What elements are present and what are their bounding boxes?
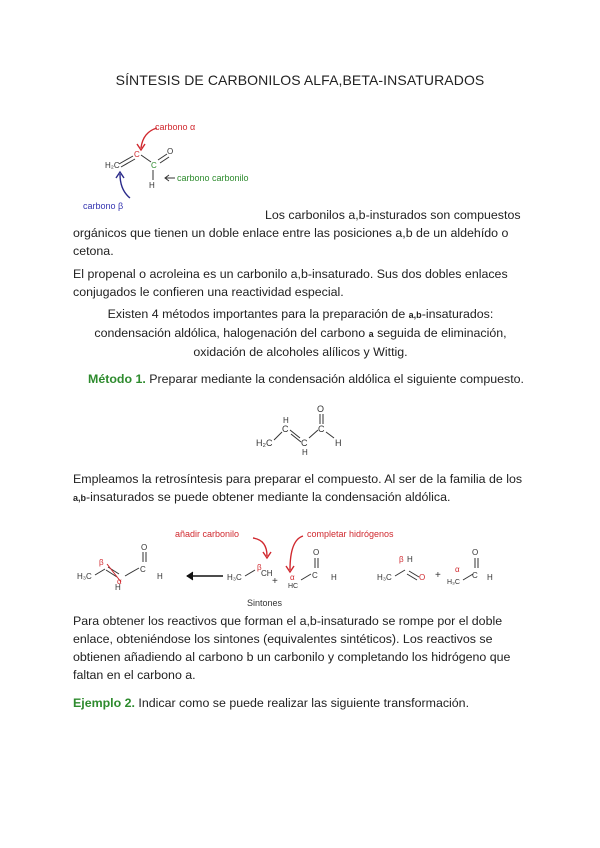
svg-text:+: + bbox=[272, 576, 278, 587]
svg-text:C: C bbox=[318, 424, 325, 434]
atom-h: H bbox=[149, 181, 155, 190]
svg-text:β: β bbox=[399, 555, 404, 564]
atom-h3c: H₂C bbox=[105, 161, 120, 170]
retrosynthesis-paragraph: Empleamos la retrosíntesis para preparar el compuesto. Al ser de la familia de los a,b-insaturados se puede obtener mediante la condensación aldólica. bbox=[73, 472, 523, 504]
methods-paragraph: Existen 4 métodos importantes para la preparación de a,b-insaturados: condensación aldólica, halogenación del carbono a seguida de eliminación, oxidación de alcoholes alílicos y Wittig. bbox=[94, 307, 507, 359]
acrolein-structure-figure bbox=[75, 110, 275, 220]
metodo-1-line: Método 1. Preparar mediante la condensación aldólica el siguiente compuesto. bbox=[88, 372, 524, 386]
intro-paragraph-rest: orgánicos que tienen un doble enlace entre las posiciones a,b de un aldehído o cetona. bbox=[73, 226, 509, 258]
svg-text:H₃C: H₃C bbox=[77, 572, 92, 581]
sintones-label: Sintones bbox=[247, 598, 283, 608]
svg-text:C: C bbox=[312, 571, 318, 580]
svg-text:+: + bbox=[435, 570, 441, 581]
svg-text:H: H bbox=[157, 572, 163, 581]
retrosynthesis-scheme bbox=[75, 522, 535, 612]
svg-text:O: O bbox=[141, 543, 148, 552]
svg-text:C: C bbox=[140, 565, 146, 574]
svg-text:H₃C: H₃C bbox=[447, 579, 460, 586]
propenal-paragraph: El propenal o acroleina es un carbonilo a,b-insaturado. Sus dos dobles enlaces conjugados le confieren una reactividad especial. bbox=[73, 267, 508, 299]
svg-text:β: β bbox=[257, 563, 262, 572]
svg-text:C: C bbox=[472, 571, 478, 580]
svg-text:H: H bbox=[115, 583, 121, 592]
carbono-alpha-label: carbono α bbox=[155, 122, 196, 132]
svg-text:H: H bbox=[302, 448, 308, 457]
svg-text:C: C bbox=[301, 438, 308, 448]
svg-text:H₂C: H₂C bbox=[256, 438, 273, 448]
carbono-beta-label: carbono β bbox=[83, 201, 124, 211]
carbono-carbonilo-label: carbono carbonilo bbox=[177, 173, 249, 183]
atom-o: O bbox=[167, 147, 174, 156]
svg-text:H: H bbox=[335, 438, 342, 448]
svg-text:O: O bbox=[472, 548, 479, 557]
beta-arrow bbox=[120, 174, 130, 198]
svg-text:O: O bbox=[317, 404, 325, 414]
add-carbonyl-label: añadir carbonilo bbox=[175, 529, 240, 539]
target-compound-structure bbox=[250, 402, 360, 457]
svg-text:H: H bbox=[331, 573, 337, 582]
svg-text:C: C bbox=[282, 424, 289, 434]
svg-text:O: O bbox=[313, 548, 320, 557]
complete-hydrogens-label: completar hidrógenos bbox=[307, 529, 394, 539]
page-title: SÍNTESIS DE CARBONILOS ALFA,BETA-INSATURADOS bbox=[115, 72, 485, 88]
svg-text:H₃C: H₃C bbox=[227, 573, 242, 582]
metodo-1-label: Método 1. bbox=[88, 372, 146, 386]
svg-text:α: α bbox=[455, 565, 460, 574]
synthons-paragraph: Para obtener los reactivos que forman el a,b-insaturado se rompe por el doble enlace, obteniéndose los sintones (equivalentes sintéticos). Los reactivos se obtienen añadiendo al carbono b un carbonilo y completando los hidrógeno que faltan en el carbono a. bbox=[73, 614, 511, 682]
svg-text:α: α bbox=[290, 573, 295, 582]
ejemplo-2-line: Ejemplo 2. Indicar como se puede realizar las siguiente transformación. bbox=[73, 696, 470, 710]
svg-text:H: H bbox=[407, 555, 413, 564]
svg-text:O: O bbox=[419, 573, 426, 582]
atom-c-carbonyl: C bbox=[151, 161, 157, 170]
ejemplo-2-label: Ejemplo 2. bbox=[73, 696, 135, 710]
svg-text:H: H bbox=[283, 416, 289, 425]
svg-text:HC: HC bbox=[288, 583, 299, 590]
intro-paragraph-first: Los carbonilos a,b-insturados son compuestos bbox=[265, 208, 521, 222]
svg-text:H₃C: H₃C bbox=[377, 573, 392, 582]
svg-text:CH: CH bbox=[261, 569, 273, 578]
svg-text:β: β bbox=[99, 558, 104, 567]
svg-text:α: α bbox=[117, 577, 122, 586]
svg-text:H: H bbox=[487, 573, 493, 582]
atom-c-alpha: C bbox=[134, 150, 140, 159]
